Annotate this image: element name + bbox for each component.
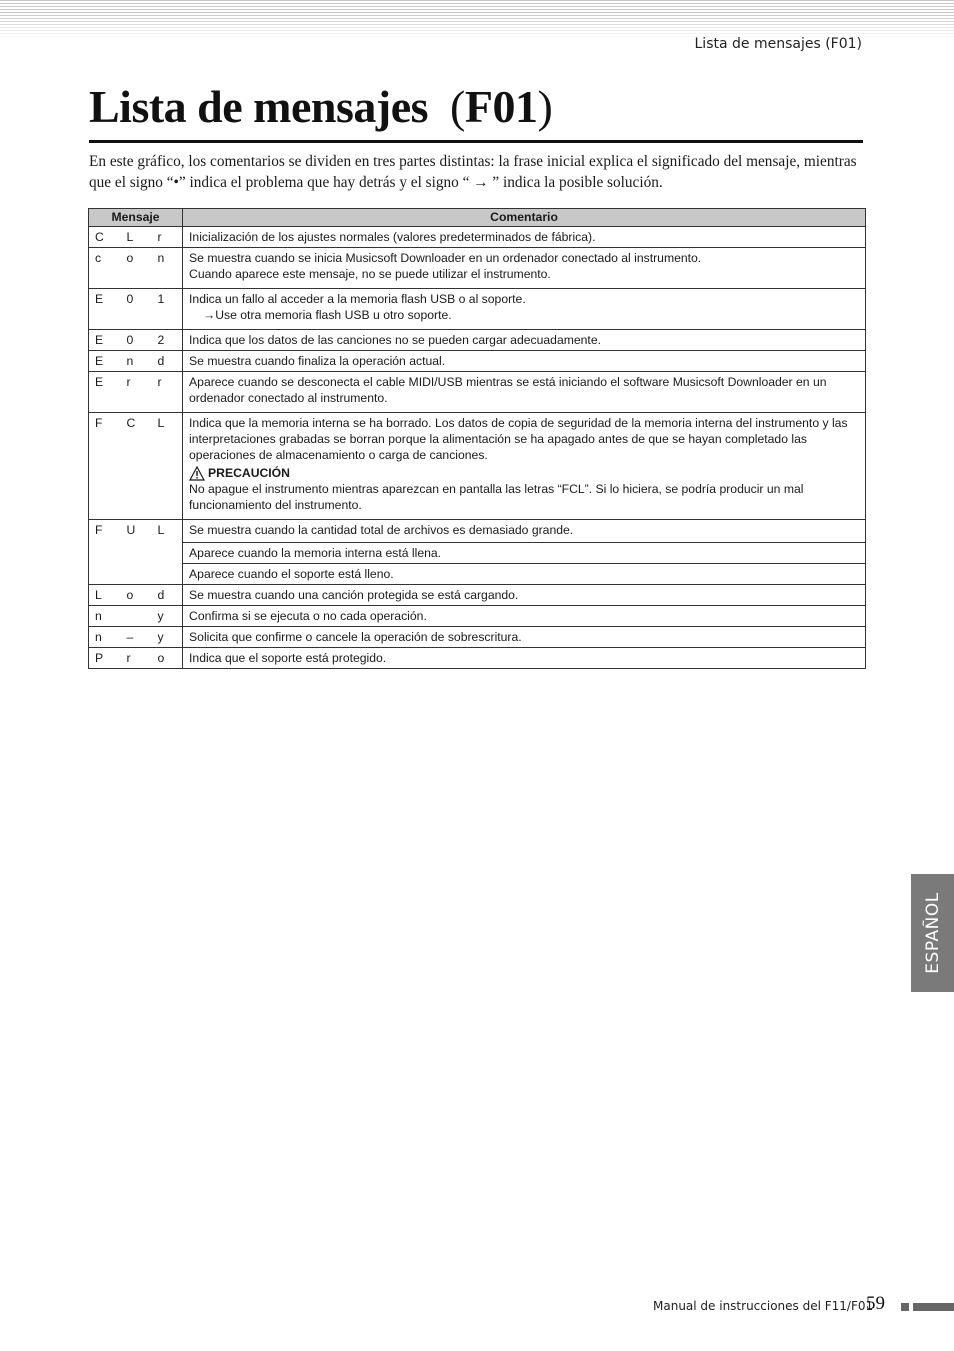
table-row (89, 520, 866, 543)
comment-line: Indica un fallo al acceder a la memoria flash USB o al soporte. (189, 292, 526, 306)
footer-bar (913, 1303, 954, 1311)
message-char: o (121, 248, 152, 289)
message-char: L (152, 520, 183, 585)
intro-paragraph: En este gráfico, los comentarios se dividen en tres partes distintas: la frase inicial explica el significado del mensaje, mientras que el signo “•” indica el problema que hay detrás y el signo “ → ” indica la posible solución. (89, 153, 857, 191)
message-char: 0 (121, 330, 152, 351)
footer-manual-title: Manual de instrucciones del F11/F01 (653, 1299, 874, 1313)
title-main: Lista de mensajes (89, 81, 429, 132)
table-row (89, 289, 866, 330)
table-row (89, 372, 866, 413)
comment-cell: Se muestra cuando la cantidad total de archivos es demasiado grande. (183, 520, 866, 543)
table-row (89, 330, 866, 351)
caution-heading (189, 465, 859, 481)
table-row (89, 564, 866, 585)
comment-cell: Aparece cuando el soporte está lleno. (183, 564, 866, 585)
message-char: d (152, 585, 183, 606)
table-row (89, 627, 866, 648)
title-rule (89, 140, 863, 143)
comment-cell: Inicialización de los ajustes normales (valores predeterminados de fábrica). (183, 227, 866, 248)
page-title (89, 78, 552, 136)
message-table (88, 208, 866, 669)
message-char: n (152, 248, 183, 289)
language-tab (911, 874, 954, 992)
comment-cell: Indica que el soporte está protegido. (183, 648, 866, 669)
comment-cell: Se muestra cuando finaliza la operación actual. (183, 351, 866, 372)
message-char: F (89, 520, 121, 585)
caution-text: No apague el instrumento mientras aparezcan en pantalla las letras “FCL”. Si lo hiciera, se podría producir un mal funcionamiento del instrumento. (189, 482, 804, 512)
message-char: n (121, 351, 152, 372)
message-char: E (89, 372, 121, 413)
message-char: c (89, 248, 121, 289)
message-char: o (152, 648, 183, 669)
message-char: n (89, 627, 121, 648)
table-row (89, 413, 866, 520)
message-char: y (152, 606, 183, 627)
comment-cell (183, 413, 866, 520)
comment-cell: Se muestra cuando una canción protegida se está cargando. (183, 585, 866, 606)
table-row (89, 606, 866, 627)
comment-cell: Indica que los datos de las canciones no se pueden cargar adecuadamente. (183, 330, 866, 351)
message-char: L (89, 585, 121, 606)
header-comment: Comentario (183, 209, 866, 227)
message-char: n (89, 606, 121, 627)
warning-triangle-icon (189, 466, 205, 481)
table-row (89, 227, 866, 248)
message-char: C (121, 413, 152, 520)
caution-label: PRECAUCIÓN (208, 466, 290, 480)
message-char: – (121, 627, 152, 648)
message-char: o (121, 585, 152, 606)
header-message: Mensaje (89, 209, 183, 227)
table-header-row (89, 209, 866, 227)
comment-cell: Aparece cuando se desconecta el cable MIDI/USB mientras se está iniciando el software Musicsoft Downloader en un ordenador conectado al instrumento. (183, 372, 866, 413)
running-head: Lista de mensajes (F01) (694, 36, 862, 52)
message-char: U (121, 520, 152, 585)
message-char: 2 (152, 330, 183, 351)
comment-cell: Confirma si se ejecuta o no cada operación. (183, 606, 866, 627)
page-number: 59 (866, 1293, 885, 1314)
message-char (121, 606, 152, 627)
title-close-paren: ) (537, 81, 553, 132)
message-char: P (89, 648, 121, 669)
title-open-paren: ( (450, 81, 465, 132)
title-model: F01 (464, 81, 538, 132)
comment-cell (183, 248, 866, 289)
table-row (89, 648, 866, 669)
comment-line: Se muestra cuando se inicia Musicsoft Downloader en un ordenador conectado al instrumento. (189, 251, 702, 265)
message-char: C (89, 227, 121, 248)
table-row (89, 543, 866, 564)
message-char: 1 (152, 289, 183, 330)
message-char: r (152, 227, 183, 248)
table-row (89, 248, 866, 289)
message-char: E (89, 351, 121, 372)
message-char: y (152, 627, 183, 648)
message-char: d (152, 351, 183, 372)
comment-line: Cuando aparece este mensaje, no se puede utilizar el instrumento. (189, 267, 551, 281)
message-char: L (152, 413, 183, 520)
message-char: F (89, 413, 121, 520)
solution-line: →Use otra memoria flash USB u otro soporte. (203, 308, 452, 322)
comment-line: Indica que la memoria interna se ha borrado. Los datos de copia de seguridad de la memoria interna del instrumento y las interpretaciones grabadas se borran porque la alimentación se ha apagado antes de que se hayan completado las operaciones de almacenamiento o carga de canciones. (189, 416, 848, 462)
table-row (89, 351, 866, 372)
message-char: L (121, 227, 152, 248)
message-char: r (152, 372, 183, 413)
comment-cell (183, 289, 866, 330)
message-char: E (89, 330, 121, 351)
comment-cell: Solicita que confirme o cancele la operación de sobrescritura. (183, 627, 866, 648)
footer-marker (901, 1303, 909, 1311)
header-stripes (0, 0, 954, 40)
comment-cell: Aparece cuando la memoria interna está llena. (183, 543, 866, 564)
message-char: 0 (121, 289, 152, 330)
message-char: E (89, 289, 121, 330)
table-row (89, 585, 866, 606)
message-char: r (121, 648, 152, 669)
message-char: r (121, 372, 152, 413)
language-tab-label: ESPAÑOL (922, 892, 943, 974)
